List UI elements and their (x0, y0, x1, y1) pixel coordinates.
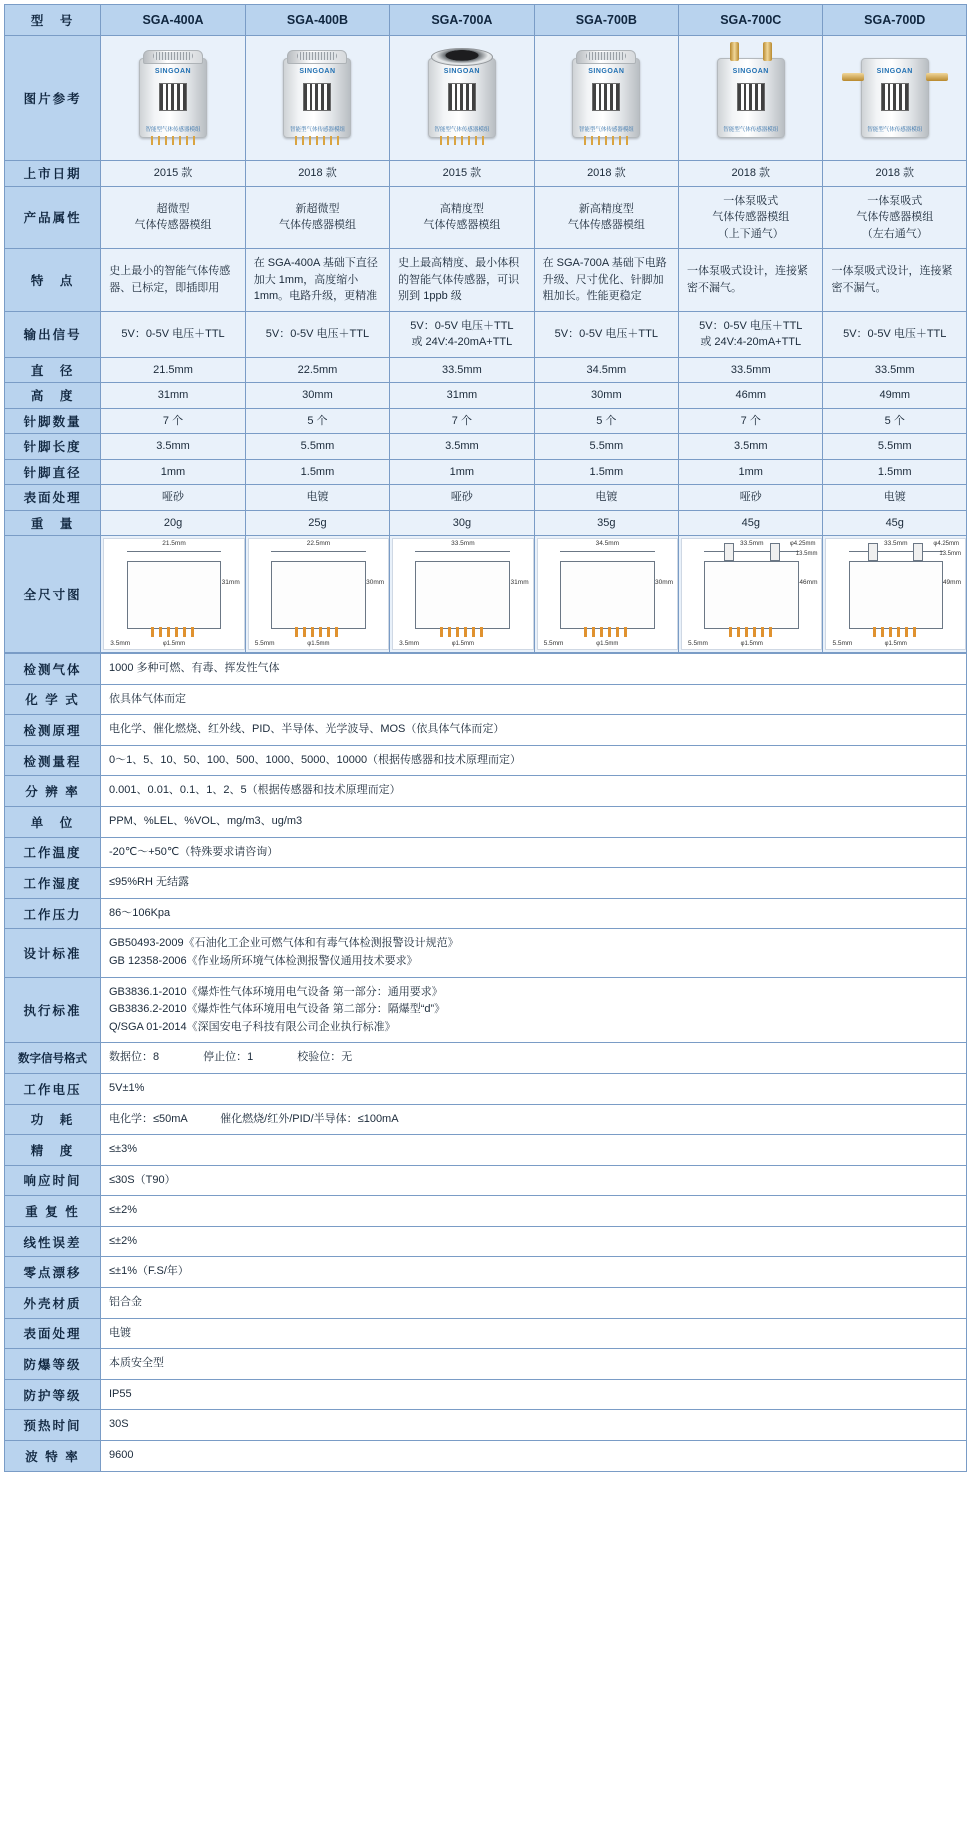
spec-value: ≤30S（T90） (101, 1165, 967, 1196)
spec-value: 25g (245, 510, 389, 536)
spec-value: 5.5mm (823, 434, 967, 460)
qr-code-icon (737, 83, 765, 111)
spec-value: 34.5mm (534, 357, 678, 383)
spec-label: 外壳材质 (5, 1288, 101, 1319)
product-photo-cell (390, 36, 534, 161)
pins-drawing (584, 627, 630, 637)
spec-label: 工作压力 (5, 898, 101, 929)
spec-label: 单 位 (5, 806, 101, 837)
spec-value: 哑砂 (679, 485, 823, 511)
table-row (5, 408, 967, 434)
width-dim-label: 34.5mm (595, 540, 620, 547)
dimension-drawing (103, 538, 244, 650)
spec-value: 33.5mm (679, 357, 823, 383)
width-dim-label: 33.5mm (740, 540, 764, 547)
spec-value: 铝合金 (101, 1288, 967, 1319)
spec-value: 5 个 (245, 408, 389, 434)
spec-value: 依具体气体而定 (101, 684, 967, 715)
dimension-drawing (392, 538, 533, 650)
height-dim-label: 46mm (799, 579, 818, 586)
height-dim-label: 31mm (221, 579, 240, 586)
sensor-pins (295, 136, 339, 145)
width-dim-line (415, 551, 510, 552)
pin-diameter-label: φ1.5mm (884, 641, 907, 647)
dimension-drawing (681, 538, 822, 650)
dimension-cell (390, 536, 534, 653)
pin-length-label: 5.5mm (832, 640, 853, 647)
width-dim-line (704, 551, 799, 552)
gas-nozzle-right-icon (763, 42, 772, 61)
spec-label: 工作湿度 (5, 868, 101, 899)
sensor-body (283, 58, 351, 138)
height-dim-label: 30mm (366, 579, 385, 586)
pin-diameter-label: φ1.5mm (740, 641, 763, 647)
spec-value: -20℃～+50℃（特殊要求请咨询） (101, 837, 967, 868)
spec-value: 33.5mm (823, 357, 967, 383)
table-row (5, 161, 967, 187)
spec-value: 5V：0-5V 电压＋TTL (245, 311, 389, 357)
body-outline (849, 561, 943, 629)
spec-row (5, 977, 967, 1043)
pin-length-label: 5.5mm (543, 640, 564, 647)
spec-value: 49mm (823, 383, 967, 409)
width-dim-line (271, 551, 366, 552)
sensor-pins (151, 136, 195, 145)
brand-logo: SINGOAN (154, 68, 192, 75)
spec-value: 5V：0-5V 电压＋TTL 或 24V:4-20mA+TTL (390, 311, 534, 357)
spec-value: 3.5mm (679, 434, 823, 460)
spec-row (5, 929, 967, 977)
pin-length-label: 3.5mm (110, 640, 131, 647)
dimension-drawing (825, 538, 966, 650)
qr-code-icon (448, 83, 476, 111)
row-label: 产品属性 (5, 186, 101, 249)
gas-nozzle-left-icon (842, 73, 864, 81)
row-label: 针脚数量 (5, 408, 101, 434)
spec-row (5, 898, 967, 929)
spec-label: 防爆等级 (5, 1349, 101, 1380)
spec-row (5, 1257, 967, 1288)
spec-label: 分 辨 率 (5, 776, 101, 807)
spec-row (5, 806, 967, 837)
row-label: 特 点 (5, 249, 101, 312)
spec-value: 1.5mm (534, 459, 678, 485)
spec-value: 7 个 (679, 408, 823, 434)
extra-dim-label: 13.5mm (939, 551, 961, 557)
spec-value: ≤95%RH 无结露 (101, 868, 967, 899)
spec-value: 5V±1% (101, 1073, 967, 1104)
product-photo-cell (245, 36, 389, 161)
qr-code-icon (159, 83, 187, 111)
spec-value: 30mm (534, 383, 678, 409)
spec-value: 5V：0-5V 电压＋TTL (823, 311, 967, 357)
sensor-ring (431, 48, 493, 66)
column-header-sga-400a: SGA-400A (101, 5, 245, 36)
width-dim-line (560, 551, 655, 552)
spec-value: 45g (679, 510, 823, 536)
sensor-400a (104, 39, 241, 157)
spec-value: 2015 款 (101, 161, 245, 187)
sensor-pins (440, 136, 484, 145)
pins-drawing (151, 627, 197, 637)
spec-value: 7 个 (101, 408, 245, 434)
table-row (5, 536, 967, 653)
spec-value: 22.5mm (245, 357, 389, 383)
spec-row (5, 868, 967, 899)
row-label: 表面处理 (5, 485, 101, 511)
dimension-drawing (537, 538, 678, 650)
dimension-cell (823, 536, 967, 653)
spec-value: 电镀 (101, 1318, 967, 1349)
spec-sheet (0, 4, 971, 1822)
pin-length-label: 5.5mm (254, 640, 275, 647)
spec-value: 一体泵吸式 气体传感器模组 （上下通气） (679, 186, 823, 249)
body-outline (271, 561, 366, 629)
row-label: 针脚直径 (5, 459, 101, 485)
nozzle-dim-label: φ4.25mm (933, 541, 959, 547)
row-label: 高 度 (5, 383, 101, 409)
pins-drawing (440, 627, 486, 637)
spec-row (5, 776, 967, 807)
body-outline (560, 561, 655, 629)
spec-label: 零点漂移 (5, 1257, 101, 1288)
spec-label: 响应时间 (5, 1165, 101, 1196)
spec-value: 1.5mm (245, 459, 389, 485)
spec-row (5, 1226, 967, 1257)
spec-value: 31mm (390, 383, 534, 409)
spec-value: 5V：0-5V 电压＋TTL (101, 311, 245, 357)
spec-value: 20g (101, 510, 245, 536)
row-label: 全尺寸图 (5, 536, 101, 653)
spec-value: 在 SGA-400A 基础下直径加大 1mm，高度缩小 1mm。电路升级，更精准 (245, 249, 389, 312)
dimension-cell (534, 536, 678, 653)
spec-value: 7 个 (390, 408, 534, 434)
spec-value: 一体泵吸式 气体传感器模组 （左右通气） (823, 186, 967, 249)
table-header-row (5, 5, 967, 36)
spec-value: 5V：0-5V 电压＋TTL (534, 311, 678, 357)
spec-value: 5 个 (534, 408, 678, 434)
row-label: 上市日期 (5, 161, 101, 187)
spec-value: 30S (101, 1410, 967, 1441)
spec-value: 1.5mm (823, 459, 967, 485)
spec-value: 新超微型 气体传感器模组 (245, 186, 389, 249)
spec-value: 电镀 (823, 485, 967, 511)
spec-value: 2015 款 (390, 161, 534, 187)
spec-row (5, 715, 967, 746)
spec-value: 新高精度型 气体传感器模组 (534, 186, 678, 249)
body-outline (415, 561, 510, 629)
sensor-caption: 智能型气体传感器模组 (289, 127, 345, 133)
spec-value: ≤±2% (101, 1226, 967, 1257)
spec-row (5, 1043, 967, 1074)
spec-label: 工作温度 (5, 837, 101, 868)
spec-value: 9600 (101, 1441, 967, 1472)
spec-value: 5.5mm (245, 434, 389, 460)
dimension-drawing (248, 538, 389, 650)
spec-row (5, 745, 967, 776)
spec-label: 设计标准 (5, 929, 101, 977)
spec-label: 检测量程 (5, 745, 101, 776)
spec-value: 0.001、0.01、0.1、1、2、5（根据传感器和技术原理而定） (101, 776, 967, 807)
qr-code-icon (303, 83, 331, 111)
sensor-caption: 智能型气体传感器模组 (434, 127, 490, 133)
width-dim-line (849, 551, 943, 552)
product-photo-cell (679, 36, 823, 161)
spec-label: 功 耗 (5, 1104, 101, 1135)
spec-row (5, 1073, 967, 1104)
table-row (5, 383, 967, 409)
spec-value: 2018 款 (823, 161, 967, 187)
nozzle-dim-right (913, 543, 923, 561)
spec-value: 5.5mm (534, 434, 678, 460)
spec-value: 1mm (390, 459, 534, 485)
column-header-sga-700c: SGA-700C (679, 5, 823, 36)
spec-value: 2018 款 (245, 161, 389, 187)
spec-value: 3.5mm (101, 434, 245, 460)
spec-row (5, 1441, 967, 1472)
spec-value: 21.5mm (101, 357, 245, 383)
pin-length-label: 5.5mm (688, 640, 708, 647)
dimension-cell (679, 536, 823, 653)
spec-label: 化 学 式 (5, 684, 101, 715)
spec-value: 2018 款 (534, 161, 678, 187)
pin-diameter-label: φ1.5mm (162, 641, 186, 647)
spec-value: 33.5mm (390, 357, 534, 383)
column-header-sga-700b: SGA-700B (534, 5, 678, 36)
pin-diameter-label: φ1.5mm (451, 641, 474, 647)
sensor-mesh (297, 52, 337, 60)
spec-value: 30mm (245, 383, 389, 409)
sensor-body (572, 58, 640, 138)
width-dim-label: 21.5mm (162, 540, 186, 547)
table-row (5, 485, 967, 511)
spec-row (5, 1318, 967, 1349)
row-label: 输出信号 (5, 311, 101, 357)
sensor-mesh (586, 52, 626, 60)
table-row (5, 249, 967, 312)
spec-label: 执行标准 (5, 977, 101, 1043)
nozzle-dim-label: φ4.25mm (789, 541, 816, 547)
spec-value: 1mm (679, 459, 823, 485)
spec-value: 31mm (101, 383, 245, 409)
spec-label: 重 复 性 (5, 1196, 101, 1227)
spec-label: 防护等级 (5, 1379, 101, 1410)
sensor-body (861, 58, 929, 138)
spec-row (5, 1196, 967, 1227)
brand-logo: SINGOAN (876, 68, 913, 75)
spec-value: 1mm (101, 459, 245, 485)
table-row (5, 36, 967, 161)
pins-drawing (873, 627, 919, 637)
product-photo-cell (101, 36, 245, 161)
height-dim-label: 30mm (654, 579, 674, 586)
spec-row (5, 837, 967, 868)
spec-label: 检测原理 (5, 715, 101, 746)
spec-row (5, 1288, 967, 1319)
sensor-700b (538, 39, 675, 157)
pins-drawing (729, 627, 775, 637)
spec-label: 精 度 (5, 1135, 101, 1166)
product-spec-table (4, 4, 967, 653)
spec-value: ≤±1%（F.S/年） (101, 1257, 967, 1288)
dimension-cell (245, 536, 389, 653)
general-spec-table (4, 653, 967, 1472)
spec-value: 电化学：≤50mA 催化燃烧/红外/PID/半导体：≤100mA (101, 1104, 967, 1135)
spec-value: 一体泵吸式设计，连接紧密不漏气。 (823, 249, 967, 312)
body-outline (704, 561, 799, 629)
spec-value: 45g (823, 510, 967, 536)
spec-value: 史上最高精度、最小体积的智能气体传感器，可识别到 1ppb 级 (390, 249, 534, 312)
table-row (5, 459, 967, 485)
spec-row (5, 654, 967, 685)
row-label: 针脚长度 (5, 434, 101, 460)
column-header-sga-700a: SGA-700A (390, 5, 534, 36)
spec-value: 35g (534, 510, 678, 536)
pins-drawing (295, 627, 341, 637)
row-label: 直 径 (5, 357, 101, 383)
spec-value: 史上最小的智能气体传感器、已标定，即插即用 (101, 249, 245, 312)
brand-logo: SINGOAN (732, 68, 769, 75)
sensor-caption: 智能型气体传感器模组 (723, 127, 779, 133)
spec-row (5, 684, 967, 715)
sensor-caption: 智能型气体传感器模组 (578, 127, 634, 133)
width-dim-label: 22.5mm (306, 540, 331, 547)
sensor-700a (393, 39, 530, 157)
height-dim-label: 49mm (942, 579, 961, 586)
spec-value: 数据位：8 停止位：1 校验位：无 (101, 1043, 967, 1074)
brand-logo: SINGOAN (443, 68, 480, 75)
spec-value: 哑砂 (390, 485, 534, 511)
sensor-caption: 智能型气体传感器模组 (145, 127, 201, 133)
spec-value: 1000 多种可燃、有毒、挥发性气体 (101, 654, 967, 685)
table-row (5, 186, 967, 249)
spec-label: 波 特 率 (5, 1441, 101, 1472)
height-dim-label: 31mm (510, 579, 529, 586)
spec-row (5, 1379, 967, 1410)
extra-dim-label: 13.5mm (795, 551, 818, 557)
dimension-cell (101, 536, 245, 653)
spec-value: 30g (390, 510, 534, 536)
width-dim-label: 33.5mm (451, 540, 475, 547)
spec-value: 在 SGA-700A 基础下电路升级、尺寸优化、针脚加粗加长。性能更稳定 (534, 249, 678, 312)
sensor-700c (682, 39, 819, 157)
row-label: 重 量 (5, 510, 101, 536)
spec-value: 3.5mm (390, 434, 534, 460)
sensor-body (139, 58, 207, 138)
brand-logo: SINGOAN (588, 68, 625, 75)
spec-label: 工作电压 (5, 1073, 101, 1104)
spec-label: 线性误差 (5, 1226, 101, 1257)
sensor-body (428, 58, 496, 138)
spec-label: 检测气体 (5, 654, 101, 685)
row-label: 图片参考 (5, 36, 101, 161)
spec-value: PPM、%LEL、%VOL、mg/m3、ug/m3 (101, 806, 967, 837)
spec-value: 高精度型 气体传感器模组 (390, 186, 534, 249)
spec-row (5, 1104, 967, 1135)
product-photo-cell (823, 36, 967, 161)
spec-value: ≤±3% (101, 1135, 967, 1166)
spec-label: 数字信号格式 (5, 1043, 101, 1074)
qr-code-icon (881, 83, 909, 111)
spec-value: 86～106Kpa (101, 898, 967, 929)
sensor-700d (826, 39, 963, 157)
spec-value: 哑砂 (101, 485, 245, 511)
product-photo-cell (534, 36, 678, 161)
brand-logo: SINGOAN (299, 68, 336, 75)
spec-row (5, 1349, 967, 1380)
spec-value: 0～1、5、10、50、100、500、1000、5000、10000（根据传感器和技术原理而定） (101, 745, 967, 776)
sensor-pins (584, 136, 628, 145)
nozzle-dim-left (868, 543, 878, 561)
spec-value: GB50493-2009《石油化工企业可燃气体和有毒气体检测报警设计规范》 GB 12358-2006《作业场所环境气体检测报警仪通用技术要求》 (101, 929, 967, 977)
spec-value: 电镀 (534, 485, 678, 511)
spec-value: 超微型 气体传感器模组 (101, 186, 245, 249)
spec-row (5, 1410, 967, 1441)
spec-value: GB3836.1-2010《爆炸性气体环境用电气设备 第一部分：通用要求》 GB3836.2-2010《爆炸性气体环境用电气设备 第二部分：隔爆型“d”》 Q/SGA 01-2014《深国安电子科技有限公司企业执行标准》 (101, 977, 967, 1043)
body-outline (127, 561, 222, 629)
pin-diameter-label: φ1.5mm (307, 641, 330, 647)
sensor-body (717, 58, 785, 138)
spec-value: 本质安全型 (101, 1349, 967, 1380)
table-row (5, 434, 967, 460)
table-row (5, 311, 967, 357)
sensor-caption: 智能型气体传感器模组 (867, 127, 923, 133)
spec-label: 预热时间 (5, 1410, 101, 1441)
width-dim-line (127, 551, 222, 552)
spec-value: 电化学、催化燃烧、红外线、PID、半导体、光学波导、MOS（依具体气体而定） (101, 715, 967, 746)
spec-value: 5 个 (823, 408, 967, 434)
spec-label: 表面处理 (5, 1318, 101, 1349)
sensor-mesh (153, 52, 193, 60)
column-header-sga-700d: SGA-700D (823, 5, 967, 36)
column-header-model: 型 号 (5, 5, 101, 36)
nozzle-dim-right (770, 543, 780, 561)
gas-nozzle-left-icon (730, 42, 739, 61)
spec-value: 46mm (679, 383, 823, 409)
column-header-sga-400b: SGA-400B (245, 5, 389, 36)
spec-value: 5V：0-5V 电压＋TTL 或 24V:4-20mA+TTL (679, 311, 823, 357)
width-dim-label: 33.5mm (884, 540, 908, 547)
spec-value: 一体泵吸式设计，连接紧密不漏气。 (679, 249, 823, 312)
spec-value: 电镀 (245, 485, 389, 511)
spec-row (5, 1135, 967, 1166)
sensor-400b (249, 39, 386, 157)
table-row (5, 510, 967, 536)
gas-nozzle-right-icon (926, 73, 948, 81)
spec-value: IP55 (101, 1379, 967, 1410)
nozzle-dim-left (724, 543, 734, 561)
table-row (5, 357, 967, 383)
pin-diameter-label: φ1.5mm (596, 641, 619, 647)
qr-code-icon (592, 83, 620, 111)
spec-row (5, 1165, 967, 1196)
spec-value: 2018 款 (679, 161, 823, 187)
pin-length-label: 3.5mm (399, 640, 420, 647)
spec-value: ≤±2% (101, 1196, 967, 1227)
